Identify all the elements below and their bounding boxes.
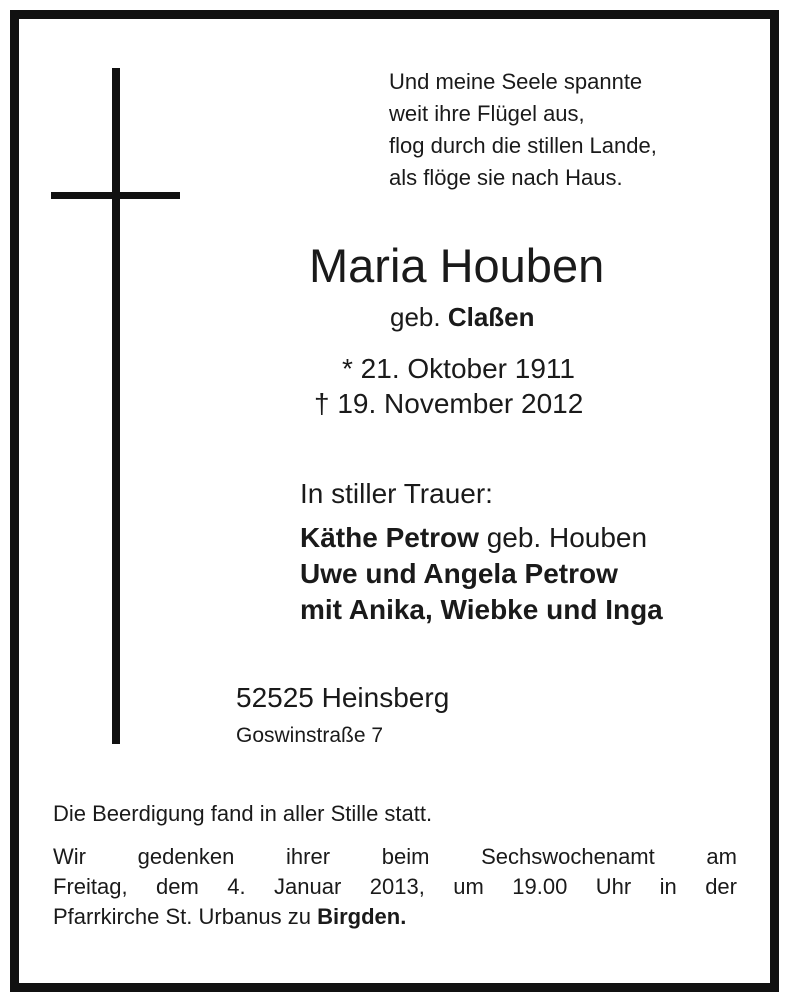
poem-line: weit ihre Flügel aus,	[389, 101, 585, 126]
memorial-line: Freitag, dem 4. Januar 2013, um 19.00 Uhr in der	[53, 874, 737, 899]
mourner-name: mit Anika, Wiebke und Inga	[300, 594, 663, 625]
death-date: † 19. November 2012	[314, 388, 584, 419]
born-prefix: geb.	[390, 302, 441, 332]
cross-icon	[112, 68, 120, 744]
mourner-name: Uwe und Angela Petrow	[300, 558, 618, 589]
mourner-born: geb. Houben	[478, 522, 648, 553]
poem-line: Und meine Seele spannte	[389, 69, 643, 94]
deceased-name: Maria Houben	[309, 239, 605, 292]
mourner-line	[300, 556, 663, 592]
maiden-name: Claßen	[447, 302, 535, 332]
poem-line: als flöge sie nach Haus.	[389, 165, 623, 190]
memorial-note	[53, 842, 737, 932]
birth-date: * 21. Oktober 1911	[342, 353, 575, 384]
mourner-line	[300, 520, 663, 556]
poem	[389, 66, 657, 194]
mourner-name: Käthe Petrow	[300, 522, 479, 553]
address-city: 52525 Heinsberg	[236, 682, 450, 713]
address-street: Goswinstraße 7	[236, 724, 384, 747]
mourner-line	[300, 592, 663, 628]
cross-icon-bar	[51, 192, 180, 199]
poem-line: flog durch die stillen Lande,	[389, 133, 657, 158]
funeral-note: Die Beerdigung fand in aller Stille statt.	[53, 801, 433, 826]
memorial-line: Wir gedenken ihrer beim Sechswochenamt am	[53, 844, 737, 869]
maiden-name-line	[390, 300, 535, 334]
memorial-line	[53, 902, 737, 932]
memorial-place: Birgden.	[317, 904, 407, 929]
memorial-text: Pfarrkirche St. Urbanus zu	[53, 904, 318, 929]
mourning-title: In stiller Trauer:	[300, 478, 493, 509]
mourners-list	[300, 520, 663, 628]
